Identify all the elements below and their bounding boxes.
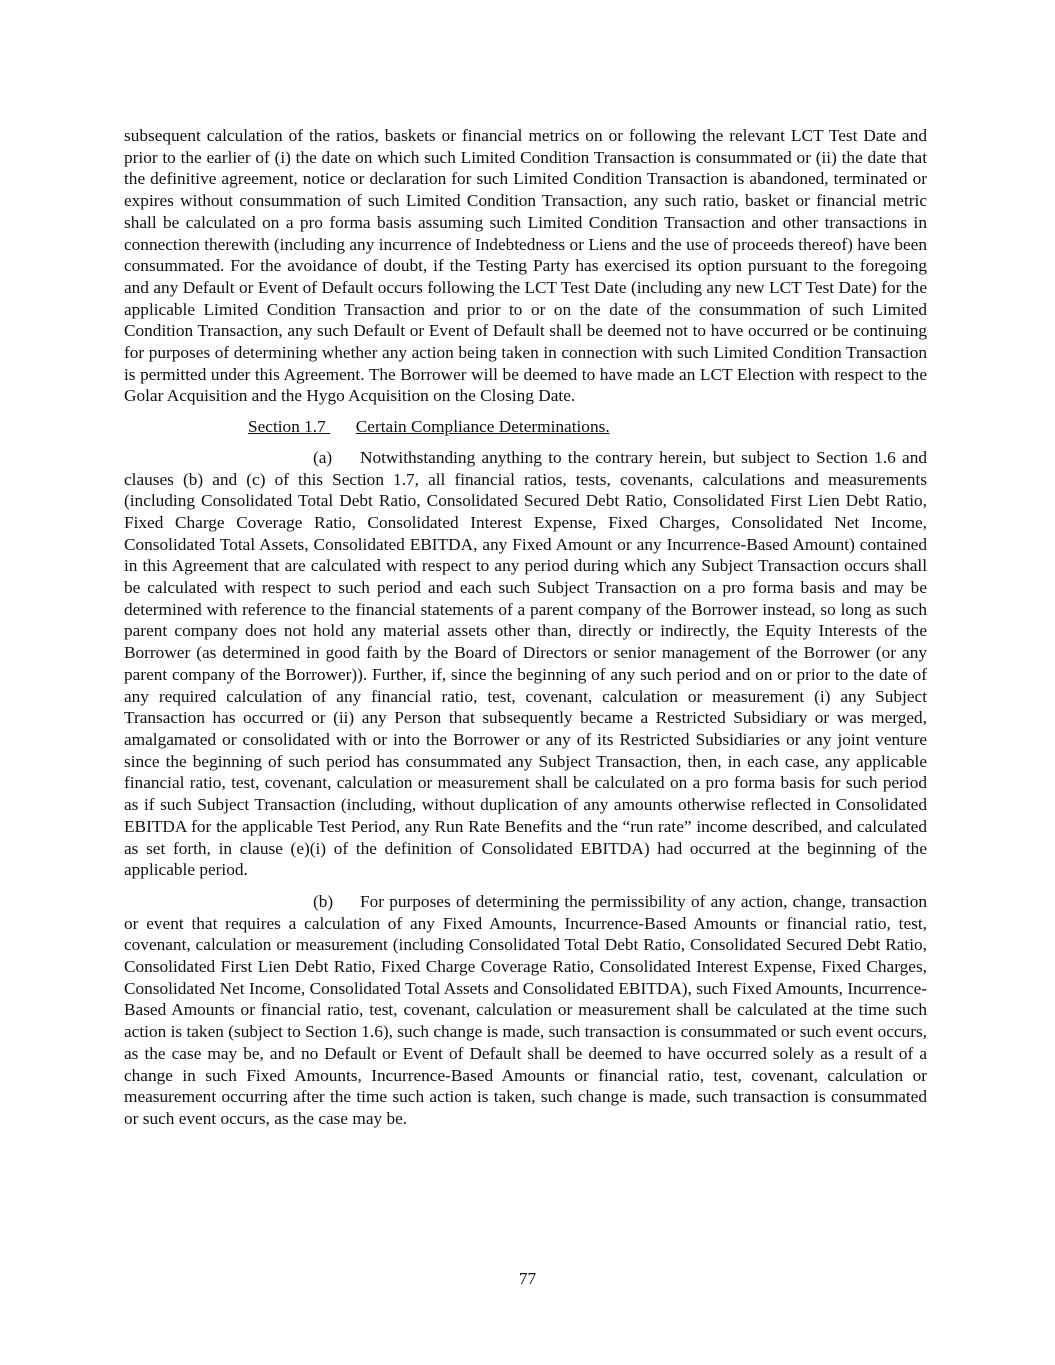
continuation-paragraph: subsequent calculation of the ratios, baskets or financial metrics on or following the relevant LCT Test Date and prior to the earlier of (i) the date on which such Limited Condition Transaction is consummated or (ii) the date that the definitive agreement, notice or declaration for such Limited Condition Transaction is abandoned, terminated or expires without consummation of such Limited Condition Transaction, any such ratio, basket or financial metric shall be calculated on a pro forma basis assuming such Limited Condition Transaction and other transactions in connection therewith (including any incurrence of Indebtedness or Liens and the use of proceeds thereof) have been consummated. For the avoidance of doubt, if the Testing Party has exercised its option pursuant to the foregoing and any Default or Event of Default occurs following the LCT Test Date (including any new LCT Test Date) for the applicable Limited Condition Transaction and prior to or on the date of the consummation of such Limited Condition Transaction, any such Default or Event of Default shall be deemed not to have occurred or be continuing for purposes of determining whether any action being taken in connection with such Limited Condition Transaction is permitted under this Agreement. The Borrower will be deemed to have made an LCT Election with respect to the Golar Acquisition and the Hygo Acquisition on the Closing Date.: [124, 126, 927, 406]
heading-tab: [326, 416, 356, 438]
clause-a-marker: (a): [313, 447, 333, 467]
section-heading: [248, 416, 927, 438]
clause-b-marker: (b): [313, 891, 334, 911]
clause-a: [124, 447, 927, 881]
clause-b: [124, 891, 927, 1130]
document-page: [124, 125, 927, 1130]
page-number: 77: [518, 1269, 537, 1288]
section-title: Certain Compliance Determinations.: [355, 417, 610, 437]
clause-b-text: For purposes of determining the permissibility of any action, change, transaction or event that requires a calculation of any Fixed Amounts, Incurrence-Based Amounts or financial ratio, test, covenant, calculation or measurement (including Consolidated Total Debt Ratio, Consolidated Secured Debt Ratio, Consolidated First Lien Debt Ratio, Fixed Charge Coverage Ratio, Consolidated Interest Expense, Fixed Charges, Consolidated Net Income, Consolidated Total Assets and Consolidated EBITDA), such Fixed Amounts, Incurrence-Based Amounts or financial ratio, test, covenant, calculation or measurement shall be calculated at the time such action is taken (subject to Section 1.6), such change is made, such transaction is consummated or such event occurs, as the case may be, and no Default or Event of Default shall be deemed to have occurred solely as a result of a change in such Fixed Amounts, Incurrence-Based Amounts or financial ratio, test, covenant, calculation or measurement occurring after the time such action is taken, such change is made, such transaction is consummated or such event occurs, as the case may be.: [124, 891, 927, 1128]
section-number: Section 1.7: [248, 417, 326, 437]
clause-a-text: Notwithstanding anything to the contrary herein, but subject to Section 1.6 and clauses (b) and (c) of this Section 1.7, all financial ratios, tests, covenants, calculations and measurements (including Consolidated Total Debt Ratio, Consolidated Secured Debt Ratio, Consolidated First Lien Debt Ratio, Fixed Charge Coverage Ratio, Consolidated Interest Expense, Fixed Charges, Consolidated Net Income, Consolidated Total Assets, Consolidated EBITDA, any Fixed Amount or any Incurrence-Based Amount) contained in this Agreement that are calculated with respect to any period during which any Subject Transaction occurs shall be calculated with respect to such period and each such Subject Transaction on a pro forma basis and may be determined with reference to the financial statements of a parent company of the Borrower instead, so long as such parent company does not hold any material assets other than, directly or indirectly, the Equity Interests of the Borrower (as determined in good faith by the Board of Directors or senior management of the Borrower (or any parent company of the Borrower)). Further, if, since the beginning of any such period and on or prior to the date of any required calculation of any financial ratio, test, covenant, calculation or measurement (i) any Subject Transaction has occurred or (ii) any Person that subsequently became a Restricted Subsidiary or was merged, amalgamated or consolidated with or into the Borrower or any of its Restricted Subsidiaries or any joint venture since the beginning of such period has consummated any Subject Transaction, then, in each case, any applicable financial ratio, test, covenant, calculation or measurement shall be calculated on a pro forma basis for such period as if such Subject Transaction (including, without duplication of any amounts otherwise reflected in Consolidated EBITDA for the applicable Test Period, any Run Rate Benefits and the “run rate” income described, and calculated as set forth, in clause (e)(i) of the definition of Consolidated EBITDA) had occurred at the beginning of the applicable period.: [124, 447, 927, 880]
